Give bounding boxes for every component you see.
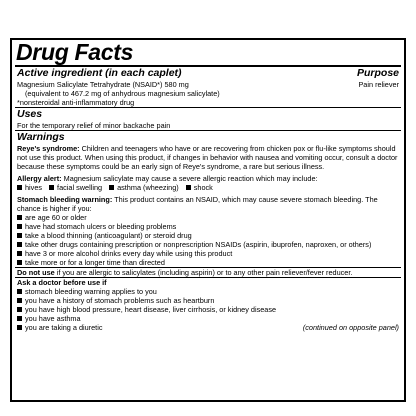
bullet-icon (17, 316, 22, 321)
uses-section (12, 108, 404, 130)
ask-doctor-section (12, 278, 404, 332)
bullet-icon (17, 298, 22, 303)
reye-warning (17, 144, 399, 171)
list-item: take other drugs containing prescription or nonprescription NSAIDs (aspirin, ibuprofen, naproxen, or others) (17, 240, 399, 249)
last-row (17, 323, 399, 332)
bullet-icon (17, 251, 22, 256)
warnings-section (12, 131, 404, 267)
do-not-use (12, 268, 404, 277)
list-item: hives (17, 183, 42, 192)
list-item: stomach bleeding warning applies to you (17, 287, 399, 296)
do-not-use-label: Do not use (17, 268, 55, 277)
allergy-list (17, 183, 399, 192)
bullet-icon (17, 307, 22, 312)
active-ingredient-line: Magnesium Salicylate Tetrahydrate (NSAID*) 580 mg (17, 80, 189, 89)
list-item: you are taking a diuretic (17, 323, 102, 332)
bullet-icon (17, 215, 22, 220)
list-item: asthma (wheezing) (109, 183, 179, 192)
list-item: take a blood thinning (anticoagulant) or steroid drug (17, 231, 399, 240)
bullet-icon (17, 233, 22, 238)
list-item: you have asthma (17, 314, 399, 323)
bullet-icon (109, 185, 114, 190)
bullet-icon (49, 185, 54, 190)
active-ingredient-heading: Active ingredient (in each caplet) (17, 67, 182, 79)
list-item: shock (186, 183, 213, 192)
allergy-alert (17, 174, 399, 183)
allergy-label: Allergy alert: (17, 174, 62, 183)
equivalent-line: (equivalent to 467.2 mg of anhydrous magnesium salicylate) (25, 89, 220, 98)
list-item: facial swelling (49, 183, 102, 192)
bullet-icon (186, 185, 191, 190)
bullet-icon (17, 325, 22, 330)
warnings-heading: Warnings (17, 131, 65, 143)
reye-text: Children and teenagers who have or are recovering from chicken pox or flu-like symptoms should not use this product. When using this product, if changes in behavior with nausea and vomiting occur, consult a doctor because these symptoms could be an early sign of Reye's syndrome, a rare but serious illness. (17, 144, 398, 171)
allergy-text: Magnesium salicylate may cause a severe allergic reaction which may include: (63, 174, 318, 183)
active-ingredient-section (12, 67, 404, 107)
list-item: have 3 or more alcohol drinks every day while using this product (17, 249, 399, 258)
bullet-icon (17, 260, 22, 265)
do-not-use-text: if you are allergic to salicylates (including aspirin) or to any other pain reliever/fever reducer. (56, 268, 353, 277)
purpose-heading: Purpose (356, 67, 399, 79)
reye-label: Reye's syndrome: (17, 144, 80, 153)
stomach-text: This product contains an NSAID, which may cause severe stomach bleeding. The chance is higher if you: (17, 195, 378, 213)
stomach-list (17, 213, 399, 267)
list-item: take more or for a longer time than directed (17, 258, 399, 267)
uses-text: For the temporary relief of minor backache pain (17, 121, 171, 130)
bullet-icon (17, 185, 22, 190)
list-item: have had stomach ulcers or bleeding problems (17, 222, 399, 231)
stomach-warning (17, 195, 399, 213)
list-item: you have high blood pressure, heart disease, liver cirrhosis, or kidney disease (17, 305, 399, 314)
bullet-icon (17, 224, 22, 229)
drug-facts-panel (10, 38, 406, 402)
uses-heading: Uses (17, 108, 43, 120)
stomach-label: Stomach bleeding warning: (17, 195, 113, 204)
list-item: are age 60 or older (17, 213, 399, 222)
bullet-icon (17, 242, 22, 247)
ask-doctor-label: Ask a doctor before use if (17, 278, 107, 287)
purpose-value: Pain reliever (358, 80, 399, 89)
nsaid-note: *nonsteroidal anti-inflammatory drug (17, 98, 135, 107)
list-item: you have a history of stomach problems such as heartburn (17, 296, 399, 305)
panel-title: Drug Facts (16, 39, 134, 65)
bullet-icon (17, 289, 22, 294)
continued-note: (continued on opposite panel) (302, 323, 399, 332)
